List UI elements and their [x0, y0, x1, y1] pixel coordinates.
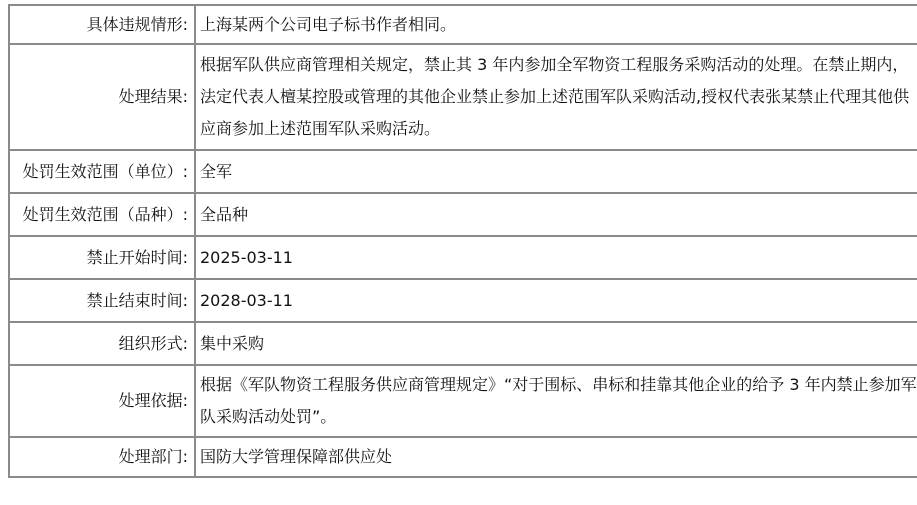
table-row	[9, 437, 917, 477]
row-label-department: 处理部门:	[9, 437, 195, 477]
row-value-organization-form: 集中采购	[195, 322, 917, 365]
row-label-scope-category: 处罚生效范围（品种）:	[9, 193, 195, 236]
table-row	[9, 193, 917, 236]
table-row	[9, 236, 917, 279]
row-label-scope-unit: 处罚生效范围（单位）:	[9, 150, 195, 193]
row-label-result: 处理结果:	[9, 44, 195, 150]
row-value-end-date: 2028-03-11	[195, 279, 917, 322]
row-value-scope-unit: 全军	[195, 150, 917, 193]
table-row	[9, 44, 917, 150]
table-row	[9, 5, 917, 44]
row-label-basis: 处理依据:	[9, 365, 195, 437]
row-value-department: 国防大学管理保障部供应处	[195, 437, 917, 477]
row-label-start-date: 禁止开始时间:	[9, 236, 195, 279]
row-label-violation: 具体违规情形:	[9, 5, 195, 44]
row-value-basis: 根据《军队物资工程服务供应商管理规定》“对于围标、串标和挂靠其他企业的给予 3 年内禁止参加军队采购活动处罚”。	[195, 365, 917, 437]
row-value-start-date: 2025-03-11	[195, 236, 917, 279]
row-value-result: 根据军队供应商管理相关规定，禁止其 3 年内参加全军物资工程服务采购活动的处理。在禁止期内，法定代表人檀某控股或管理的其他企业禁止参加上述范围军队采购活动,授权代表张某禁止代理其他供应商参加上述范围军队采购活动。	[195, 44, 917, 150]
violation-record-table	[8, 4, 917, 478]
table-row	[9, 150, 917, 193]
row-value-scope-category: 全品种	[195, 193, 917, 236]
table-row	[9, 322, 917, 365]
table-row	[9, 365, 917, 437]
table-row	[9, 279, 917, 322]
row-label-end-date: 禁止结束时间:	[9, 279, 195, 322]
row-label-organization-form: 组织形式:	[9, 322, 195, 365]
row-value-violation: 上海某两个公司电子标书作者相同。	[195, 5, 917, 44]
